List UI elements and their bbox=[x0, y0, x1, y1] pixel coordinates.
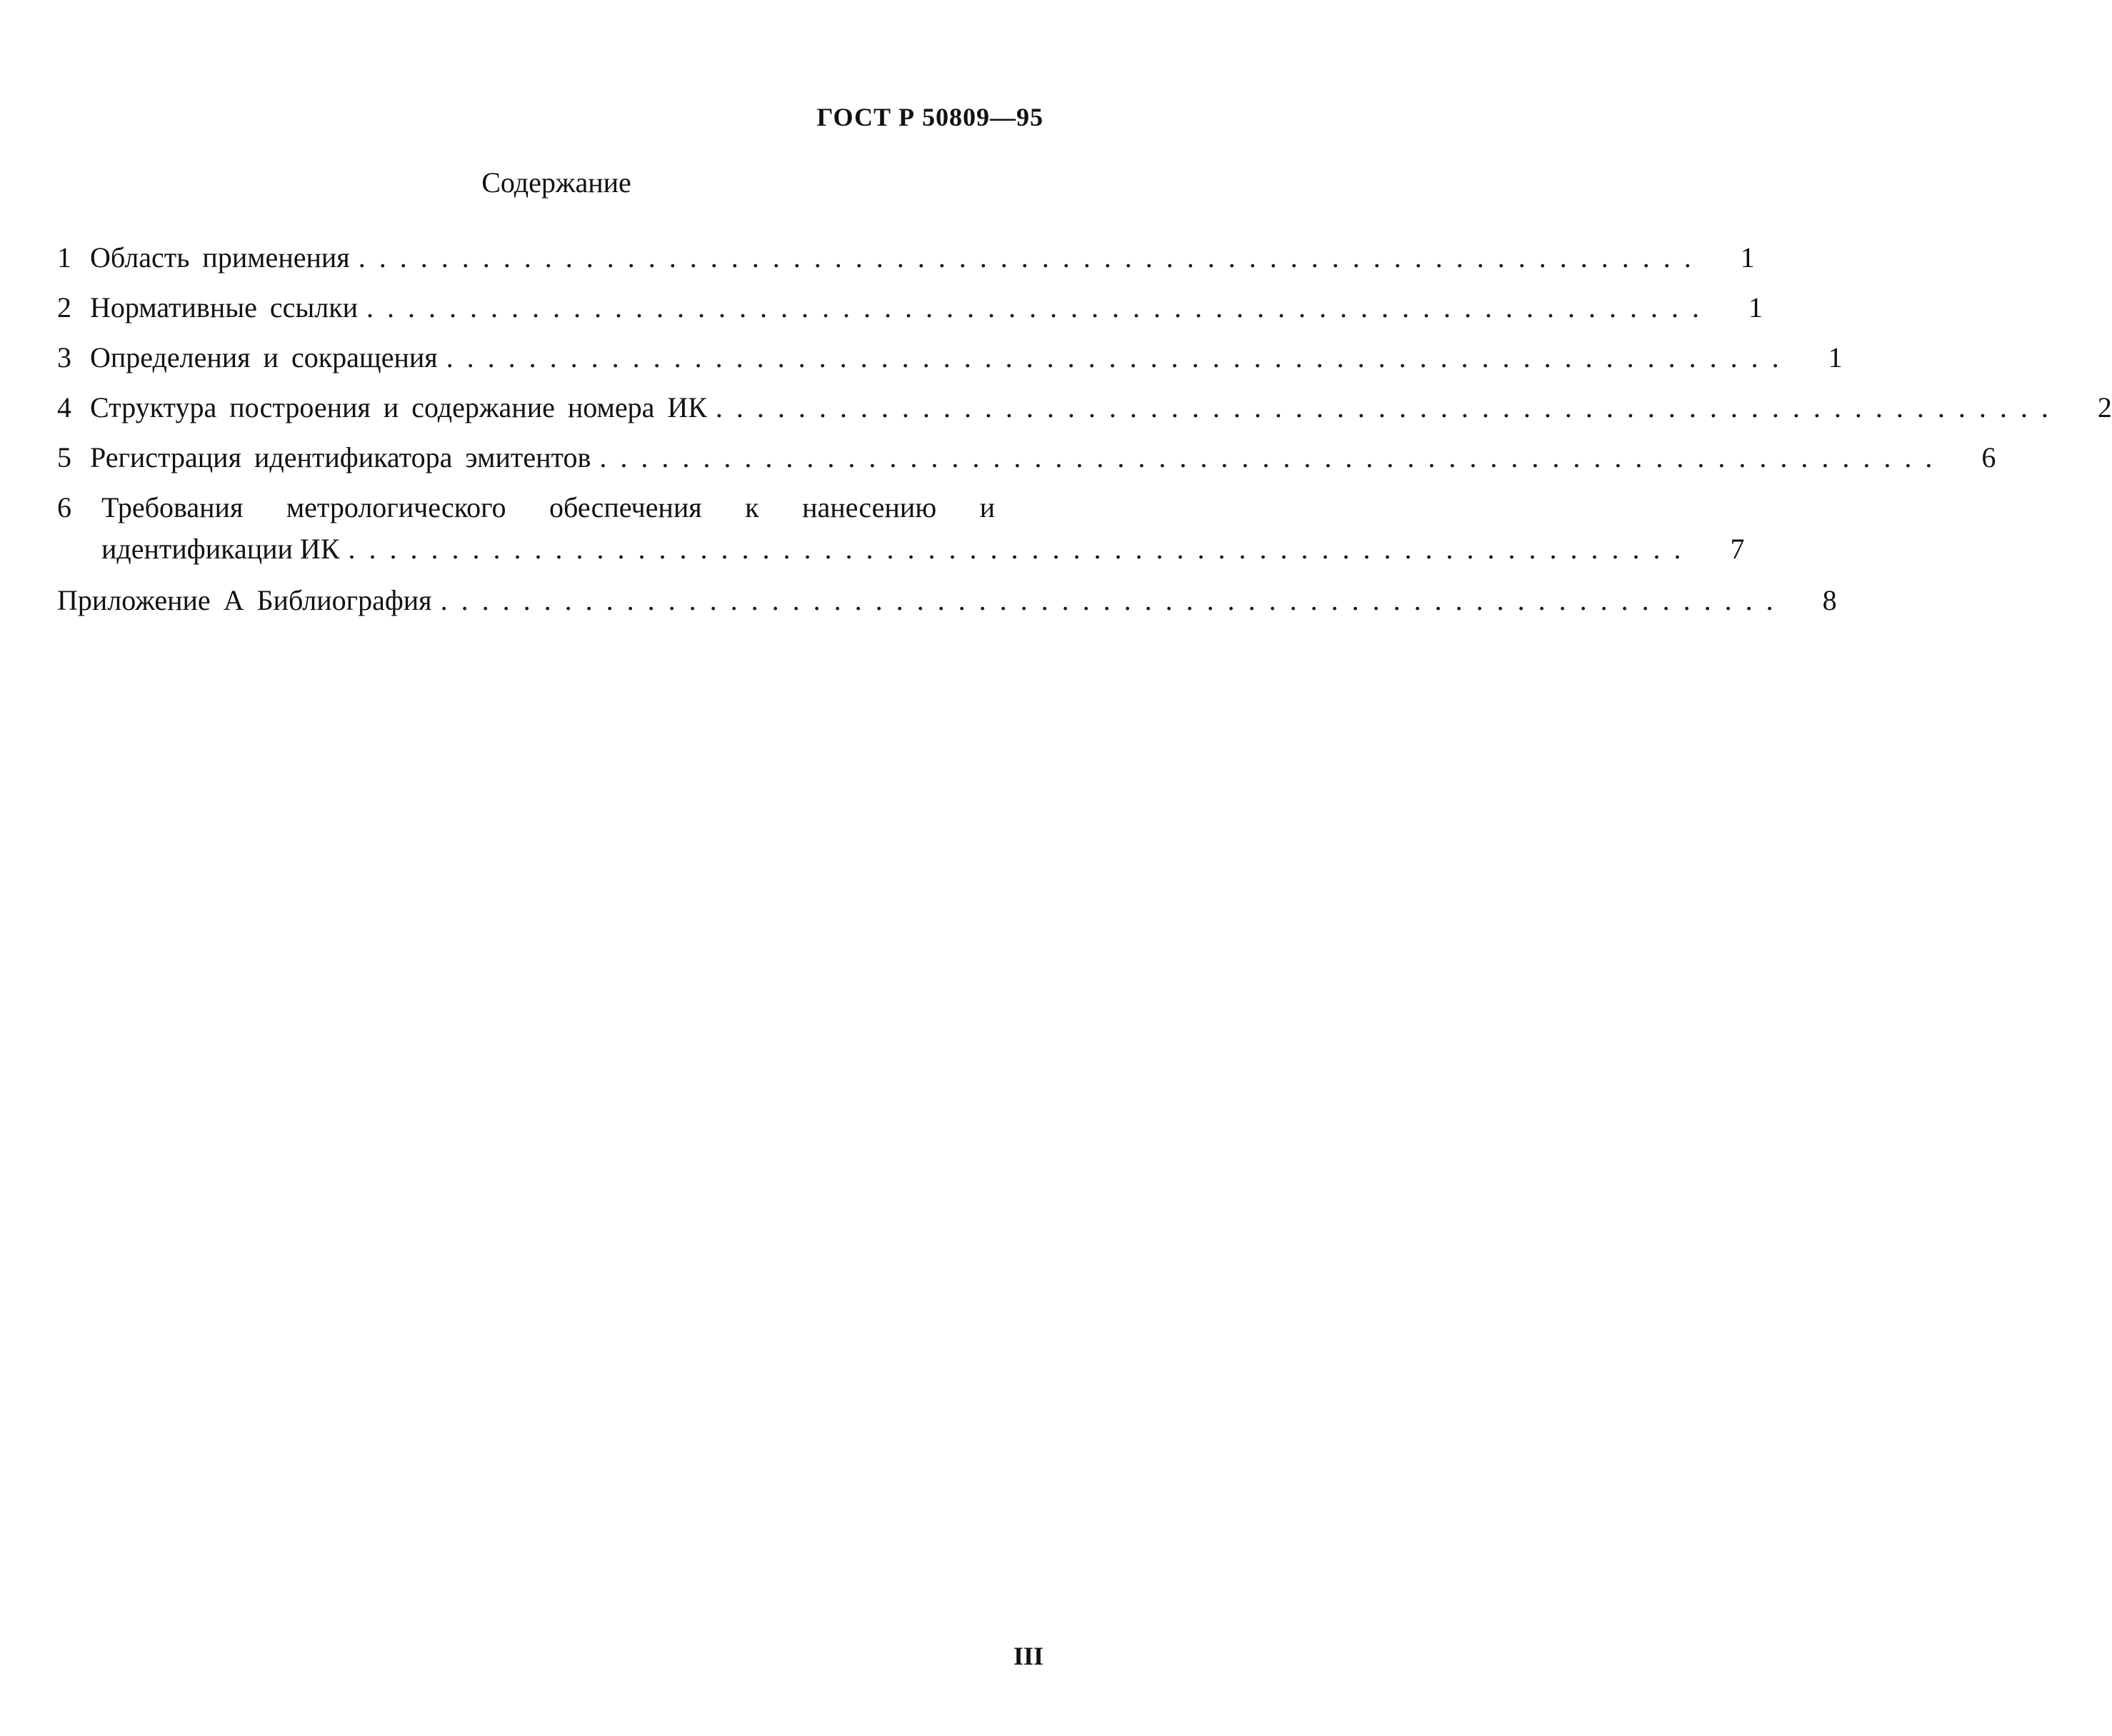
toc-dot-leader: ................................................................. bbox=[446, 341, 1793, 373]
toc-entry-2[interactable] bbox=[57, 287, 1763, 337]
toc-dot-leader: ................................................................. bbox=[366, 291, 1713, 323]
toc-entry-page: 6 bbox=[1981, 441, 1996, 473]
toc-entry-4[interactable] bbox=[57, 387, 2112, 437]
toc-entry-page: 7 bbox=[1730, 533, 1745, 565]
toc-entry-6[interactable] bbox=[57, 487, 1745, 570]
toc-entry-1[interactable] bbox=[57, 237, 1755, 287]
toc-entry-title: Регистрация идентификатора эмитентов bbox=[90, 441, 591, 473]
toc-entry-number: 5 bbox=[57, 441, 71, 473]
toc-dot-leader: ................................................................. bbox=[440, 584, 1787, 616]
toc-entry-number: 2 bbox=[57, 291, 71, 323]
toc-entry-page: 1 bbox=[1740, 241, 1755, 274]
toc-entry-5[interactable] bbox=[57, 437, 1996, 487]
toc-entry-title-line1: Требования метрологического обеспечения к нанесению и bbox=[101, 491, 995, 523]
toc-entry-title: Нормативные ссылки bbox=[90, 291, 359, 323]
table-of-contents bbox=[57, 237, 2112, 630]
toc-entry-number: 1 bbox=[57, 241, 71, 274]
toc-dot-leader: ................................................................. bbox=[348, 533, 1695, 565]
toc-entry-page: 1 bbox=[1828, 341, 1843, 373]
toc-entry-title: Приложение А Библиография bbox=[57, 584, 432, 616]
toc-entry-appendix-a[interactable] bbox=[57, 580, 1837, 630]
toc-dot-leader: ................................................................. bbox=[358, 241, 1705, 274]
toc-entry-title: Структура построения и содержание номера ИК bbox=[90, 391, 707, 423]
document-id: ГОСТ Р 50809—95 bbox=[816, 103, 1044, 131]
toc-entry-title: Определения и сокращения bbox=[90, 341, 438, 373]
toc-entry-title: Область применения bbox=[90, 241, 350, 274]
toc-entry-page: 8 bbox=[1822, 584, 1837, 616]
page-number: III bbox=[1013, 1642, 1044, 1670]
toc-entry-number: 4 bbox=[57, 391, 71, 423]
toc-entry-page: 1 bbox=[1748, 291, 1763, 323]
toc-title: Содержание bbox=[481, 166, 631, 199]
toc-entry-page: 2 bbox=[2097, 391, 2112, 423]
toc-entry-number: 3 bbox=[57, 341, 71, 373]
toc-entry-title-line2: идентификации ИК bbox=[101, 533, 340, 565]
toc-dot-leader: ................................................................. bbox=[599, 441, 1946, 473]
toc-dot-leader: ................................................................. bbox=[715, 391, 2062, 423]
toc-entry-number: 6 bbox=[57, 491, 71, 523]
toc-entry-3[interactable] bbox=[57, 337, 1843, 387]
